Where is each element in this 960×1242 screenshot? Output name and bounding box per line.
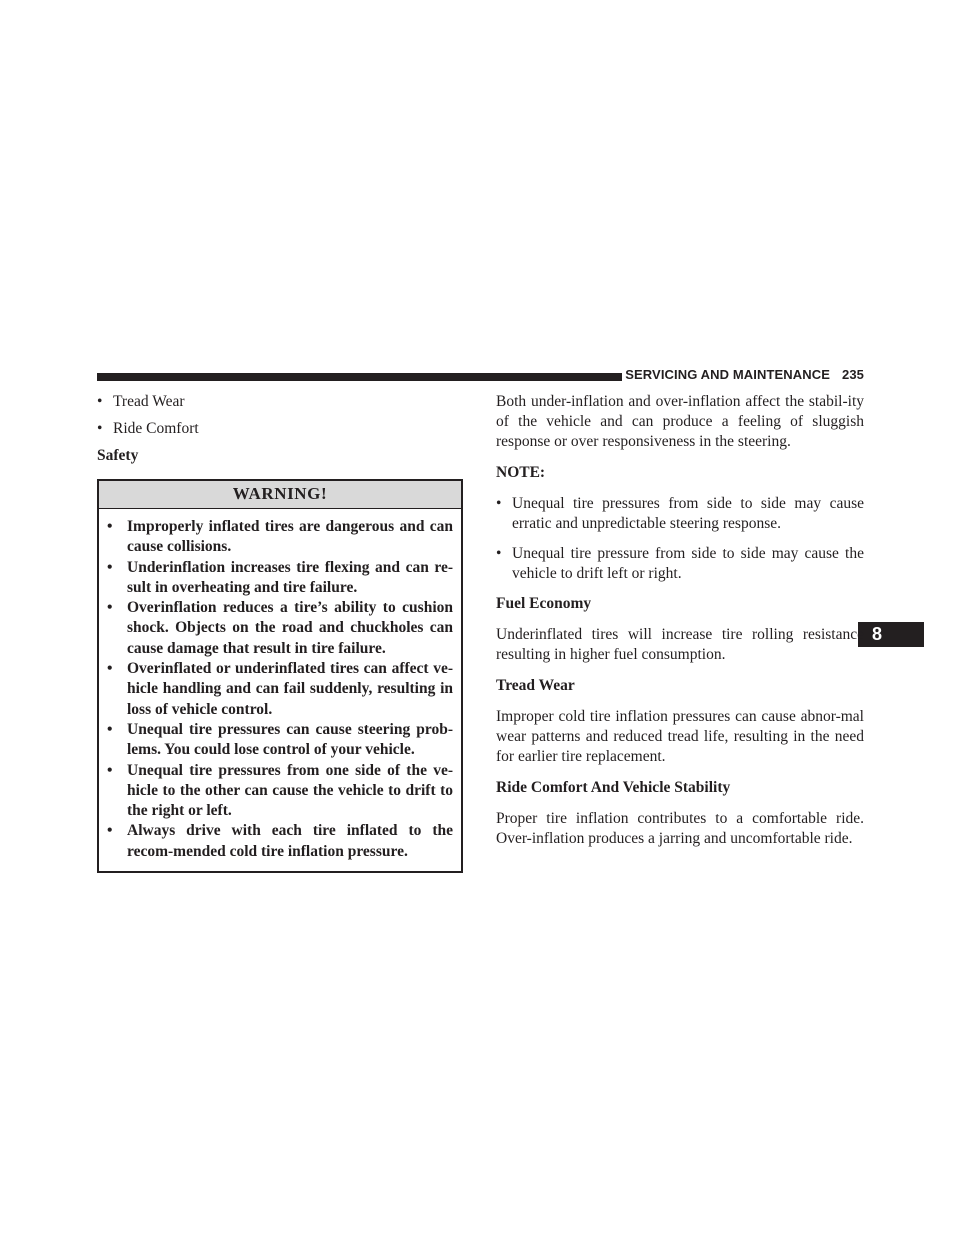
note-label: NOTE:: [496, 464, 546, 481]
warning-item: • Overinflated or underinflated tires can affect ve-hicle handling and can fail suddenly, resulting in loss of vehicle control.: [107, 660, 453, 718]
page-number: 235: [842, 367, 864, 382]
chapter-tab: 8: [858, 622, 924, 647]
header-rule: [97, 373, 622, 381]
warning-item: • Improperly inflated tires are dangerous and can cause collisions.: [107, 518, 453, 556]
warning-title: WARNING!: [99, 481, 461, 509]
running-header: [625, 367, 864, 382]
warning-item: • Underinflation increases tire flexing and can re-sult in overheating and tire failure.: [107, 558, 453, 596]
safety-heading: Safety: [97, 447, 139, 464]
list-item: • Tread Wear: [97, 393, 185, 410]
tread-wear-text: Improper cold tire inflation pressures can cause abnor-mal wear patterns and reduced tread life, resulting in the need for earlier tire replacement.: [496, 708, 864, 765]
warning-box: [97, 479, 463, 873]
note-item: • Unequal tire pressures from side to side may cause erratic and unpredictable steering response.: [496, 495, 864, 532]
note-item: • Unequal tire pressure from side to side may cause the vehicle to drift left or right.: [496, 545, 864, 582]
fuel-economy-text: Underinflated tires will increase tire rolling resistance resulting in higher fuel consumption.: [496, 626, 864, 663]
warning-item: • Overinflation reduces a tire’s ability to cushion shock. Objects on the road and chuckholes can cause damage that result in tire failure.: [107, 599, 453, 657]
intro-paragraph: Both under-inflation and over-inflation affect the stabil-ity of the vehicle and can produce a feeling of sluggish response or over responsiveness in the steering.: [496, 393, 864, 450]
warning-item: • Unequal tire pressures can cause steering prob-lems. You could lose control of your vehicle.: [107, 720, 453, 759]
right-column: [496, 392, 864, 860]
warning-item: • Unequal tire pressures from one side of the ve-hicle to the other can cause the vehicle to drift to the right or left.: [107, 761, 453, 820]
warning-list: [99, 509, 461, 871]
section-title: SERVICING AND MAINTENANCE: [625, 367, 830, 382]
fuel-economy-heading: Fuel Economy: [496, 595, 592, 612]
warning-item: • Always drive with each tire inflated to the recom-mended cold tire inflation pressure.: [107, 822, 453, 860]
ride-comfort-heading: Ride Comfort And Vehicle Stability: [496, 779, 731, 796]
ride-comfort-text: Proper tire inflation contributes to a comfortable ride. Over-inflation produces a jarring and uncomfortable ride.: [496, 810, 864, 847]
left-column: [97, 392, 463, 873]
list-item: • Ride Comfort: [97, 420, 199, 437]
tread-wear-heading: Tread Wear: [496, 677, 575, 694]
